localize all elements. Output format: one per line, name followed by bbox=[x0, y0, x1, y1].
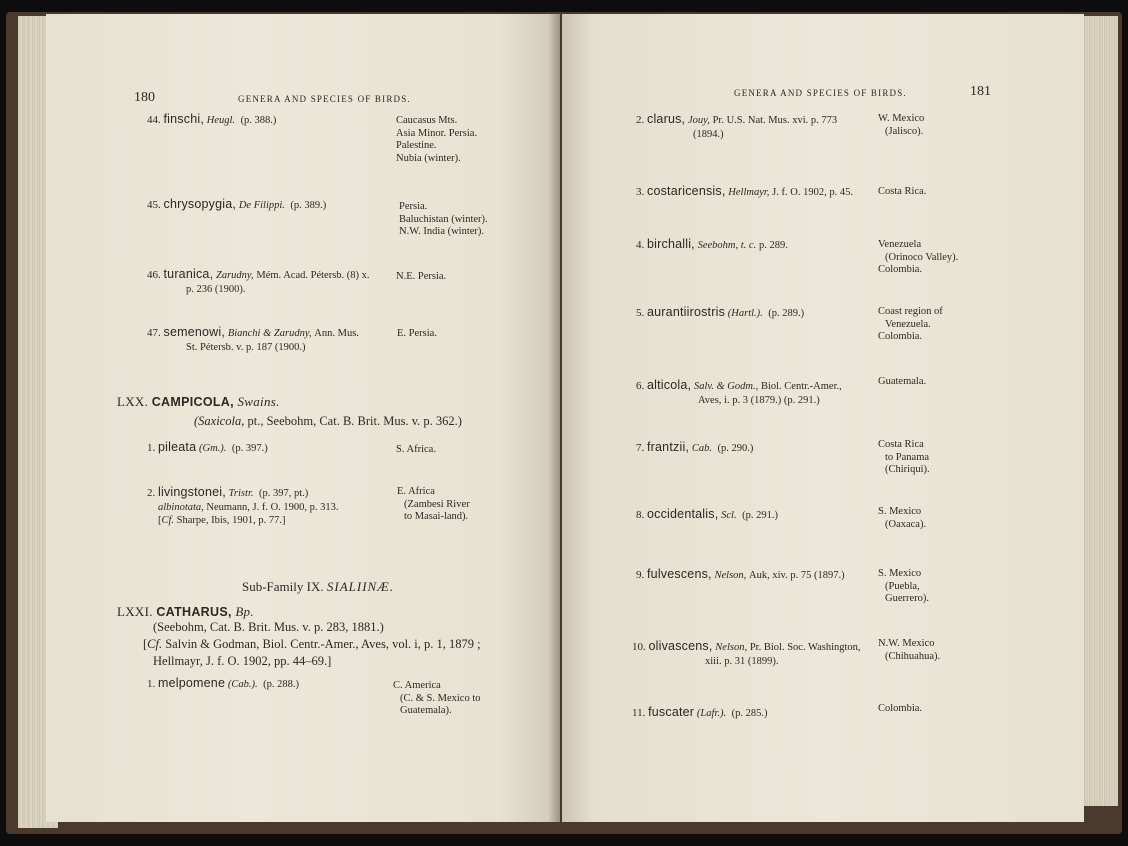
species-ref: (p. 388.) bbox=[240, 115, 277, 126]
distribution bbox=[397, 486, 470, 524]
distribution-line: N.E. Persia. bbox=[396, 271, 447, 282]
genus-synonymy bbox=[194, 413, 462, 430]
distribution-line: Coast region of bbox=[878, 306, 943, 317]
distribution-line: (Puebla, bbox=[885, 580, 920, 592]
distribution-line: S. Mexico bbox=[878, 568, 922, 579]
distribution-line: (Oaxaca). bbox=[885, 518, 927, 530]
species-ref: (p. 290.) bbox=[717, 443, 754, 454]
species-entry bbox=[636, 440, 753, 456]
species-ref: (p. 289.) bbox=[768, 308, 805, 319]
distribution bbox=[396, 444, 436, 457]
distribution bbox=[878, 306, 943, 344]
species-ref: Mém. Acad. Pétersb. (8) x. bbox=[256, 270, 370, 281]
genus-synonymy bbox=[143, 619, 481, 670]
distribution-line: Venezuela. bbox=[885, 318, 931, 330]
species-name: aurantiirostris bbox=[647, 305, 726, 319]
species-name: birchalli, bbox=[647, 237, 695, 251]
species-name: fulvescens, bbox=[647, 567, 712, 581]
distribution-line: Guatemala. bbox=[878, 376, 927, 387]
species-entry bbox=[147, 485, 339, 527]
distribution-line: Nubia (winter). bbox=[396, 152, 461, 164]
subfamily-label: Sub-Family IX. bbox=[242, 579, 324, 594]
genus-heading-lxxi bbox=[117, 604, 254, 620]
cf-text: Sharpe, Ibis, 1901, p. 77.] bbox=[176, 515, 286, 526]
entry-number: 7. bbox=[636, 442, 645, 454]
species-author: (Gm.). bbox=[199, 443, 227, 454]
species-ref-continued: Aves, i. p. 3 (1879.) (p. 291.) bbox=[698, 395, 820, 406]
species-ref-continued: St. Pétersb. v. p. 187 (1900.) bbox=[186, 342, 306, 353]
species-entry bbox=[636, 305, 804, 321]
species-ref: Biol. Centr.-Amer., bbox=[760, 381, 842, 392]
species-entry bbox=[636, 184, 853, 200]
species-ref: Auk, xiv. p. 75 (1897.) bbox=[749, 570, 845, 581]
genus-name: CATHARUS, bbox=[156, 605, 232, 619]
species-entry bbox=[147, 112, 276, 128]
entry-number: 47. bbox=[147, 327, 161, 339]
species-ref-continued: p. 236 (1900). bbox=[186, 284, 246, 295]
distribution-line: Guatemala). bbox=[400, 705, 452, 716]
species-author: Tristr. bbox=[228, 488, 254, 499]
genus-number: LXX. bbox=[117, 394, 149, 409]
cf-text: Salvin & Godman, Biol. Centr.-Amer., Aves, vol. i, p. 1, 1879 ; bbox=[165, 637, 481, 651]
distribution bbox=[397, 328, 437, 341]
species-author: Zarudny, bbox=[216, 270, 254, 281]
synonym-italic: (Saxicola, bbox=[194, 414, 245, 428]
distribution bbox=[878, 376, 926, 389]
page-number: 180 bbox=[134, 90, 155, 105]
entry-number: 10. bbox=[632, 641, 646, 653]
entry-number: 3. bbox=[636, 186, 645, 198]
distribution-line: S. Africa. bbox=[396, 444, 436, 455]
species-author: (Hartl.). bbox=[727, 308, 763, 319]
distribution-line: (Chihuahua). bbox=[885, 650, 941, 662]
species-author: Nelson, bbox=[715, 642, 748, 653]
species-entry bbox=[636, 378, 842, 408]
species-author: Jouy, bbox=[687, 115, 710, 126]
subfamily-heading bbox=[242, 579, 394, 595]
distribution-line: Palestine. bbox=[396, 140, 437, 151]
distribution-line: Asia Minor. Persia. bbox=[396, 127, 478, 139]
species-ref: Pr. U.S. Nat. Mus. xvi. p. 773 bbox=[712, 115, 838, 126]
distribution-line: (Orinoco Valley). bbox=[885, 251, 959, 263]
distribution-line: Costa Rica bbox=[878, 439, 924, 450]
species-name: chrysopygia, bbox=[163, 197, 237, 211]
species-ref: (p. 285.) bbox=[731, 708, 768, 719]
entry-number: 6. bbox=[636, 380, 645, 392]
right-page bbox=[562, 14, 1084, 822]
species-author: Scl. bbox=[721, 510, 737, 521]
distribution-line: Caucasus Mts. bbox=[396, 115, 458, 126]
distribution-line: W. Mexico bbox=[878, 113, 925, 124]
species-author: De Filippi. bbox=[238, 200, 285, 211]
species-entry bbox=[147, 197, 326, 213]
species-ref-continued: (1894.) bbox=[693, 129, 724, 140]
species-entry bbox=[147, 325, 359, 355]
entry-number: 44. bbox=[147, 114, 161, 126]
distribution-line: (Chiriqui). bbox=[885, 464, 930, 475]
distribution-line: Persia. bbox=[399, 201, 428, 212]
distribution-line: Colombia. bbox=[878, 331, 923, 342]
entry-number: 4. bbox=[636, 239, 645, 251]
distribution bbox=[878, 568, 929, 606]
entry-number: 1. bbox=[147, 678, 156, 690]
distribution-line: Guerrero). bbox=[885, 593, 930, 604]
running-head: GENERA AND SPECIES OF BIRDS. bbox=[238, 94, 411, 104]
species-entry bbox=[636, 507, 778, 523]
entry-number: 8. bbox=[636, 509, 645, 521]
distribution-line: N.W. Mexico bbox=[878, 638, 935, 649]
synonym-italic: albinotata, bbox=[158, 502, 204, 513]
genus-author: Swains. bbox=[237, 394, 280, 409]
distribution bbox=[393, 680, 481, 718]
species-entry bbox=[147, 267, 370, 297]
species-author: Heugl. bbox=[206, 115, 236, 126]
species-ref: (p. 389.) bbox=[290, 200, 327, 211]
entry-number: 2. bbox=[147, 487, 156, 499]
synonym-text: pt., Seebohm, Cat. B. Brit. Mus. v. p. 362.) bbox=[247, 414, 462, 428]
distribution bbox=[878, 113, 924, 138]
distribution bbox=[878, 506, 926, 531]
page-edges-right bbox=[1084, 16, 1118, 806]
distribution-line: S. Mexico bbox=[878, 506, 922, 517]
synonym-text: (Seebohm, Cat. B. Brit. Mus. v. p. 283, 1881.) bbox=[153, 620, 384, 634]
distribution-line: (Jalisco). bbox=[885, 125, 924, 137]
bracket: [ bbox=[143, 637, 148, 651]
species-name: alticola, bbox=[647, 378, 692, 392]
species-name: fuscater bbox=[648, 705, 695, 719]
species-ref: (p. 397.) bbox=[231, 443, 268, 454]
species-name: clarus, bbox=[647, 112, 686, 126]
species-ref-continued: xiii. p. 31 (1899). bbox=[705, 656, 779, 667]
species-name: costaricensis, bbox=[647, 184, 726, 198]
species-name: turanica, bbox=[163, 267, 214, 281]
entry-number: 11. bbox=[632, 707, 646, 719]
synonym-text: Neumann, J. f. O. 1900, p. 313. bbox=[206, 502, 339, 513]
distribution-line: C. America bbox=[393, 680, 441, 691]
genus-author: Bp. bbox=[235, 604, 254, 619]
species-name: melpomene bbox=[158, 676, 226, 690]
distribution-line: (C. & S. Mexico to bbox=[400, 692, 481, 704]
synonym-note bbox=[147, 501, 339, 514]
species-name: frantzii, bbox=[647, 440, 690, 454]
bracket: [ bbox=[158, 515, 162, 526]
species-author: (Lafr.). bbox=[696, 708, 727, 719]
distribution-line: to Panama bbox=[885, 451, 930, 463]
species-entry bbox=[636, 567, 845, 583]
distribution bbox=[399, 201, 488, 239]
species-name: livingstonei, bbox=[158, 485, 226, 499]
species-author: Cab. bbox=[691, 443, 712, 454]
species-author: Bianchi & Zarudny, bbox=[227, 328, 312, 339]
distribution bbox=[878, 703, 922, 716]
species-author: Nelson, bbox=[714, 570, 747, 581]
entry-number: 46. bbox=[147, 269, 161, 281]
cf-italic: Cf. bbox=[147, 637, 163, 651]
species-ref: (p. 288.) bbox=[263, 679, 299, 690]
species-author: (Cab.). bbox=[227, 679, 258, 690]
species-name: pileata bbox=[158, 440, 197, 454]
distribution bbox=[878, 638, 940, 663]
genus-heading-lxx bbox=[117, 394, 280, 410]
species-name: olivascens, bbox=[648, 639, 713, 653]
distribution-line: to Masai-land). bbox=[404, 511, 469, 522]
distribution bbox=[396, 271, 446, 284]
page-number: 181 bbox=[970, 84, 991, 99]
distribution-line: E. Africa bbox=[397, 486, 435, 497]
distribution-line: Colombia. bbox=[878, 703, 923, 714]
distribution-line: Costa Rica. bbox=[878, 186, 927, 197]
distribution-line: Venezuela bbox=[878, 239, 922, 250]
genus-name: CAMPICOLA, bbox=[151, 395, 234, 409]
species-entry bbox=[632, 705, 767, 721]
species-entry bbox=[147, 440, 268, 456]
species-ref: Ann. Mus. bbox=[314, 328, 359, 339]
species-ref: J. f. O. 1902, p. 45. bbox=[772, 187, 853, 198]
entry-number: 9. bbox=[636, 569, 645, 581]
cf-italic: Cf. bbox=[161, 515, 175, 526]
species-ref: p. 289. bbox=[758, 240, 788, 251]
species-author: Hellmayr, bbox=[728, 187, 770, 198]
entry-number: 5. bbox=[636, 307, 645, 319]
species-entry bbox=[632, 639, 861, 669]
species-name: occidentalis, bbox=[647, 507, 719, 521]
distribution bbox=[878, 186, 926, 199]
genus-number: LXXI. bbox=[117, 604, 153, 619]
species-entry bbox=[636, 112, 837, 142]
entry-number: 2. bbox=[636, 114, 645, 126]
distribution-line: E. Persia. bbox=[397, 328, 437, 339]
species-author: Salv. & Godm., bbox=[693, 381, 759, 392]
running-head: GENERA AND SPECIES OF BIRDS. bbox=[734, 88, 907, 98]
distribution bbox=[878, 239, 958, 277]
cf-note bbox=[147, 514, 339, 527]
distribution bbox=[396, 115, 477, 165]
species-entry bbox=[636, 237, 788, 253]
species-author: Seebohm, t. c. bbox=[697, 240, 757, 251]
distribution-line: Baluchistan (winter). bbox=[399, 213, 488, 225]
distribution-line: (Zambesi River bbox=[404, 498, 470, 510]
entry-number: 1. bbox=[147, 442, 156, 454]
distribution-line: N.W. India (winter). bbox=[399, 226, 485, 237]
species-ref: (p. 397, pt.) bbox=[259, 488, 309, 499]
distribution-line: Colombia. bbox=[878, 264, 923, 275]
species-name: finschi, bbox=[163, 112, 205, 126]
subfamily-name: SIALIINÆ. bbox=[326, 579, 395, 594]
cf-text: Hellmayr, J. f. O. 1902, pp. 44–69.] bbox=[153, 654, 332, 668]
species-name: semenowi, bbox=[163, 325, 226, 339]
species-ref: (p. 291.) bbox=[742, 510, 778, 521]
distribution bbox=[878, 439, 930, 477]
left-page bbox=[46, 14, 560, 822]
species-entry bbox=[147, 676, 299, 692]
entry-number: 45. bbox=[147, 199, 161, 211]
species-ref: Pr. Biol. Soc. Washington, bbox=[749, 642, 861, 653]
